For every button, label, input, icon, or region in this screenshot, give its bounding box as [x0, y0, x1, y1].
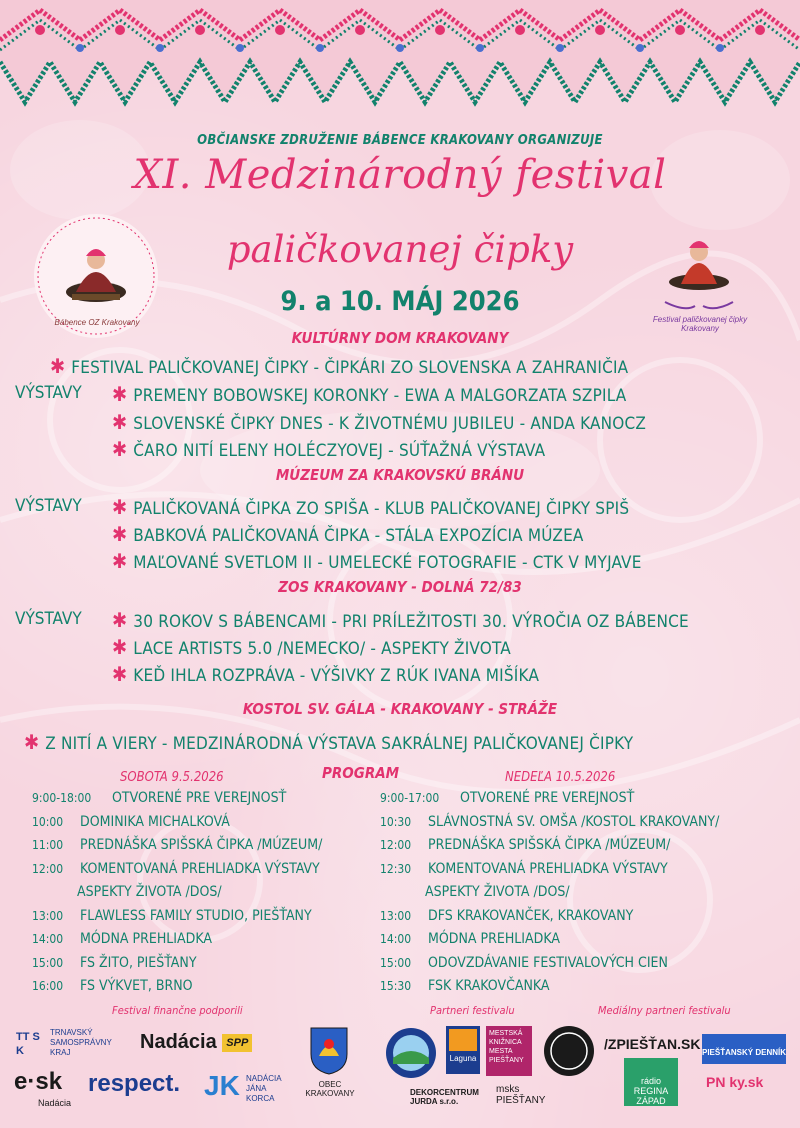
asterisk-icon: ✱: [112, 549, 128, 573]
schedule-text: DFS KRAKOVANČEK, KRAKOVANY: [428, 907, 634, 924]
schedule-row: [380, 931, 560, 947]
exhibitions-label: VÝSTAVY: [15, 609, 82, 629]
schedule-time: 13:00: [380, 908, 412, 923]
ttsk-line2: SAMOSPRÁVNY: [50, 1038, 112, 1047]
list-item: ✱ BABKOVÁ PALIČKOVANÁ ČIPKA - STÁLA EXPOZÍCIA MÚZEA: [112, 522, 584, 546]
mestska-kniznica-logo: MESTSKÁ KNIŽNICA MESTA PIEŠŤANY: [486, 1026, 532, 1076]
financial-heading: Festival finančne podporili: [112, 1004, 243, 1017]
asterisk-icon: ✱: [24, 730, 40, 754]
piestansky-dennik-logo: PIEŠŤANSKÝ DENNÍK: [702, 1034, 786, 1064]
asterisk-icon: ✱: [112, 662, 128, 686]
dekorcentrum-logo: DEKORCENTRUM JURDA s.r.o.: [410, 1088, 479, 1106]
list-item: ✱ ČARO NITÍ ELENY HOLÉCZYOVEJ - SÚŤAŽNÁ VÝSTAVA: [112, 437, 546, 461]
obec-text: OBEC KRAKOVANY: [305, 1080, 355, 1098]
esk-logo: e·sk: [14, 1068, 63, 1095]
partner-badge-icon: [542, 1024, 596, 1078]
schedule-row: [380, 861, 668, 877]
respect-logo: respect.: [88, 1070, 181, 1097]
exhibitions-label: VÝSTAVY: [15, 383, 82, 403]
embroidery-border: [0, 0, 800, 110]
schedule-time: 15:30: [380, 979, 412, 993]
schedule-time: 16:00: [32, 979, 64, 993]
schedule-time: 15:00: [380, 955, 412, 970]
laguna-logo: Laguna: [446, 1026, 480, 1074]
program-title: PROGRAM: [322, 764, 400, 782]
list-item: ✱ 30 ROKOV S BÁBENCAMI - PRI PRÍLEŽITOSTI 30. VÝROČIA OZ BÁBENCE: [112, 608, 689, 632]
schedule-text: PREDNÁŠKA SPIŠSKÁ ČIPKA /MÚZEUM/: [80, 837, 323, 853]
schedule-time: 14:00: [380, 932, 412, 946]
esk-sub: Nadácia: [38, 1098, 72, 1108]
venue-heading: KOSTOL SV. GÁLA - KRAKOVANY - STRÁŽE: [242, 700, 558, 718]
jk-text: NADÁCIA JÁNA KORCA: [246, 1074, 282, 1103]
schedule-row: [32, 908, 312, 924]
schedule-text: MÓDNA PREHLIADKA: [80, 931, 212, 947]
schedule-time: 12:00: [32, 861, 64, 876]
schedule-row: [380, 884, 570, 900]
schedule-text: SLÁVNOSTNÁ SV. OMŠA /KOSTOL KRAKOVANY/: [428, 813, 720, 830]
nadacia-spp-logo: Nadácia SPP: [140, 1031, 252, 1054]
schedule-row: [380, 790, 634, 806]
schedule-time: 15:00: [32, 955, 64, 970]
asterisk-icon: ✱: [112, 382, 128, 406]
schedule-row: [32, 814, 230, 830]
list-item: ✱ PREMENY BOBOWSKEJ KORONKY - EWA A MALGORZATA SZPILA: [112, 382, 627, 406]
schedule-text: ODOVZDÁVANIE FESTIVALOVÝCH CIEN: [428, 954, 668, 971]
schedule-row: [32, 978, 193, 994]
schedule-row: [32, 955, 197, 971]
schedule-text: FLAWLESS FAMILY STUDIO, PIEŠŤANY: [80, 907, 312, 924]
list-item: ✱ LACE ARTISTS 5.0 /NEMECKO/ - ASPEKTY ŽIVOTA: [112, 635, 511, 659]
schedule-time: 12:00: [380, 838, 412, 852]
schedule-time: 13:00: [32, 908, 64, 923]
schedule-row: [380, 955, 668, 971]
partners-heading: Partneri festivalu: [430, 1004, 515, 1017]
logo-left-text: Bábence OZ Krakovany: [54, 318, 140, 327]
schedule-time: 11:00: [32, 838, 64, 852]
schedule-text: PREDNÁŠKA SPIŠSKÁ ČIPKA /MÚZEUM/: [428, 837, 671, 853]
festival-subtitle: paličkovanej čipky: [226, 228, 574, 271]
logo-right-text: Festival paličkovanej čipky Krakovany: [652, 315, 748, 333]
msks-logo: msks PIEŠŤANY: [496, 1084, 546, 1106]
ttsk-line3: KRAJ: [50, 1048, 71, 1057]
schedule-time: 10:00: [32, 814, 64, 829]
schedule-text: FS VÝKVET, BRNO: [80, 978, 193, 994]
asterisk-icon: ✱: [112, 495, 128, 519]
schedule-row: [380, 814, 719, 830]
obec-crest-icon: [309, 1026, 349, 1076]
exhibitions-label: VÝSTAVY: [15, 496, 82, 516]
schedule-row: [380, 837, 670, 853]
asterisk-icon: ✱: [112, 437, 128, 461]
list-item: ✱ PALIČKOVANÁ ČIPKA ZO SPIŠA - KLUB PALIČKOVANEJ ČIPKY SPIŠ: [112, 495, 630, 519]
ttsk-mark: TT SK: [16, 1031, 40, 1057]
schedule-time: 9:00-17:00: [380, 791, 440, 805]
schedule-text: DOMINIKA MICHALKOVÁ: [80, 813, 230, 830]
ttsk-logo: [16, 1028, 126, 1066]
schedule-text: KOMENTOVANÁ PREHLIADKA VÝSTAVY: [80, 860, 320, 877]
schedule-row: [32, 884, 222, 900]
schedule-text: OTVORENÉ PRE VEREJNOSŤ: [460, 790, 635, 806]
schedule-time: 10:30: [380, 814, 412, 829]
list-item: ✱ SLOVENSKÉ ČIPKY DNES - K ŽIVOTNÉMU JUBILEU - ANDA KANOCZ: [112, 410, 647, 434]
media-heading: Mediálny partneri festivalu: [598, 1004, 731, 1017]
schedule-time: 14:00: [32, 932, 64, 946]
festival-title: XI. Medzinárodný festival: [133, 152, 667, 198]
schedule-row: [380, 978, 550, 994]
asterisk-icon: ✱: [112, 522, 128, 546]
partner-round-icon: [384, 1026, 438, 1080]
pnky-logo: PN ky.sk: [706, 1074, 764, 1090]
schedule-row: [32, 790, 286, 806]
zpiestan-logo: /ZPIEŠŤAN.SK: [604, 1036, 701, 1052]
venue-heading: MÚZEUM ZA KRAKOVSKÚ BRÁNU: [275, 466, 525, 484]
jk-mark: JK: [204, 1070, 240, 1101]
list-item: ✱ Z NITÍ A VIERY - MEDZINÁRODNÁ VÝSTAVA SAKRÁLNEJ PALIČKOVANEJ ČIPKY: [24, 730, 634, 754]
venue-heading: ZOS KRAKOVANY - DOLNÁ 72/83: [278, 578, 522, 596]
schedule-text: KOMENTOVANÁ PREHLIADKA VÝSTAVY: [428, 860, 668, 877]
schedule-text: ASPEKTY ŽIVOTA /DOS/: [77, 884, 222, 900]
festival-dates: 9. a 10. MÁJ 2026: [280, 286, 520, 317]
schedule-row: [32, 837, 322, 853]
schedule-row: [32, 931, 212, 947]
organizer-line: OBČIANSKE ZDRUŽENIE BÁBENCE KRAKOVANY ORGANIZUJE: [197, 133, 603, 148]
sunday-heading: NEDEĽA 10.5.2026: [505, 770, 616, 785]
schedule-row: [380, 908, 633, 924]
asterisk-icon: ✱: [112, 608, 128, 632]
schedule-text: FS ŽITO, PIEŠŤANY: [80, 954, 197, 971]
schedule-time: 12:30: [380, 861, 412, 876]
list-item: ✱ FESTIVAL PALIČKOVANEJ ČIPKY - ČIPKÁRI ZO SLOVENSKA A ZAHRANIČIA: [50, 354, 629, 378]
ttsk-line1: TRNAVSKÝ: [50, 1028, 93, 1037]
asterisk-icon: ✱: [112, 410, 128, 434]
schedule-text: MÓDNA PREHLIADKA: [428, 931, 560, 947]
schedule-text: ASPEKTY ŽIVOTA /DOS/: [425, 884, 570, 900]
schedule-row: [32, 861, 320, 877]
asterisk-icon: ✱: [112, 635, 128, 659]
schedule-time: 9:00-18:00: [32, 791, 92, 805]
schedule-text: OTVORENÉ PRE VEREJNOSŤ: [112, 790, 287, 806]
radio-regina-logo: rádio REGINA ZÁPAD: [624, 1058, 678, 1106]
asterisk-icon: ✱: [50, 354, 66, 378]
schedule-text: FSK KRAKOVČANKA: [428, 978, 550, 994]
list-item: ✱ KEĎ IHLA ROZPRÁVA - VÝŠIVKY Z RÚK IVANA MIŠÍKA: [112, 662, 540, 686]
list-item: ✱ MAĽOVANÉ SVETLOM II - UMELECKÉ FOTOGRAFIE - CTK V MYJAVE: [112, 549, 642, 573]
venue-heading: KULTÚRNY DOM KRAKOVANY: [291, 329, 509, 347]
saturday-heading: SOBOTA 9.5.2026: [120, 770, 224, 785]
